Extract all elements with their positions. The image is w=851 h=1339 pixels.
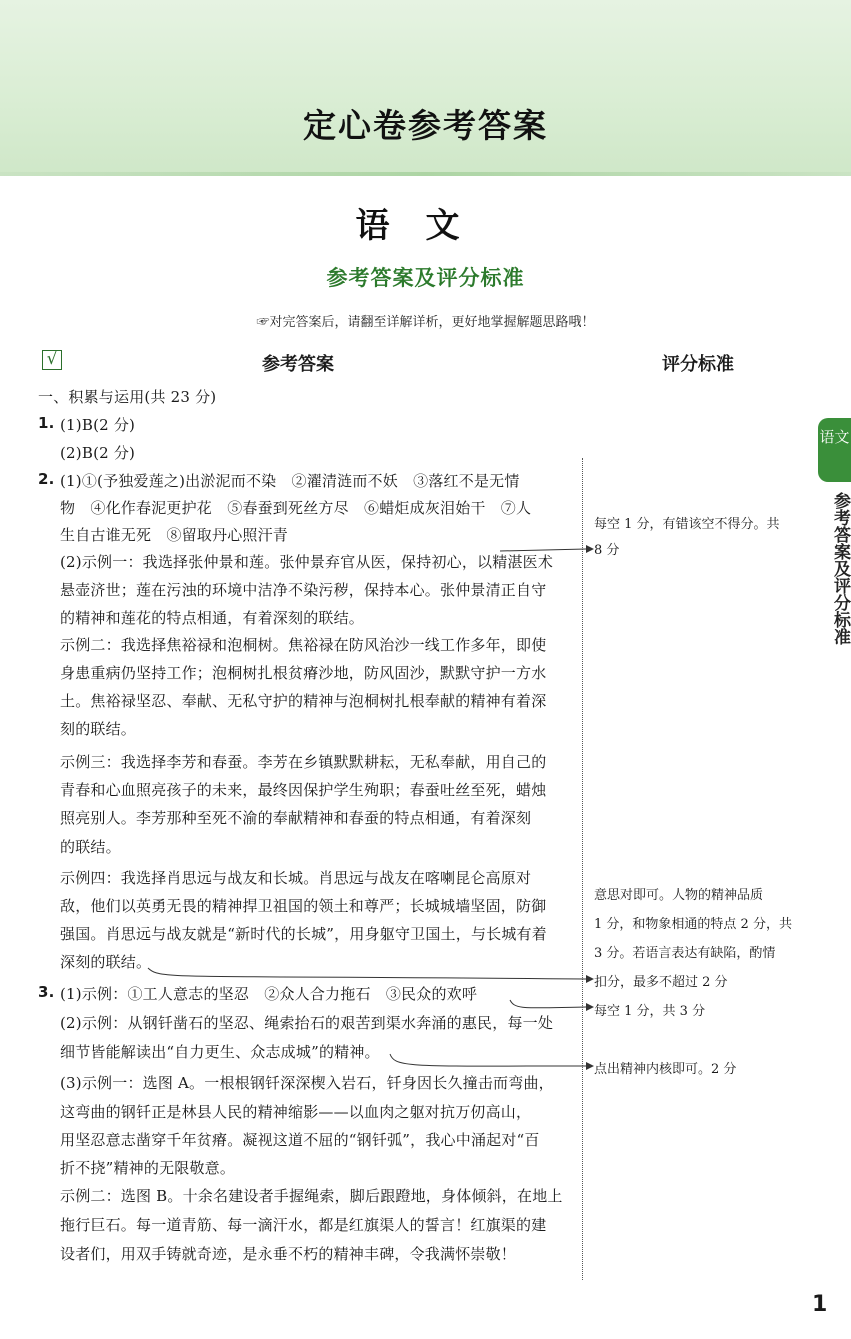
answer-line: 物 ④化作春泥更护花 ⑤春蚕到死丝方尽 ⑥蜡炬成灰泪始干 ⑦人 (60, 499, 532, 517)
answer-line: 生自古谁无死 ⑧留取丹心照汗青 (60, 526, 289, 544)
scoring-note: 扣分，最多不超过 2 分 (594, 975, 728, 990)
answer-line: 青春和心血照亮孩子的未来，最终因保护学生殉职；春蚕吐丝至死，蜡烛 (60, 781, 547, 799)
answer-line: 折不挠”精神的无限敬意。 (60, 1159, 236, 1177)
answer-line: (1)示例：①工人意志的坚忍 ②众人合力拖石 ③民众的欢呼 (60, 985, 478, 1003)
answer-line: 身患重病仍坚持工作；泡桐树扎根贫瘠沙地，防风固沙，默默守护一方水 (60, 664, 547, 682)
arrow-head (586, 1062, 594, 1070)
sub-heading: 参考答案及评分标准 (326, 266, 525, 290)
scoring-note: 1 分，和物象相通的特点 2 分，共 (594, 917, 792, 932)
connector-line (510, 1000, 586, 1008)
answer-line: 用坚忍意志凿穿千年贫瘠。凝视这道不屈的“钢钎弧”，我心中涌起对“百 (60, 1131, 540, 1149)
question-number: 3. (38, 983, 55, 1001)
section-heading: 一、积累与运用(共 23 分) (38, 388, 217, 406)
question-number: 2. (38, 470, 55, 488)
answer-line: 这弯曲的钢钎正是林县人民的精神缩影——以血肉之躯对抗万仞高山， (60, 1103, 532, 1121)
arrow-head (586, 1003, 594, 1011)
arrow-head (586, 975, 594, 983)
answer-line: 敌，他们以英勇无畏的精神捍卫祖国的领土和尊严；长城城墙坚固，防御 (60, 897, 547, 915)
check-icon: √ (42, 350, 62, 370)
subject-title: 语文 (355, 206, 496, 246)
page-title: 定心卷参考答案 (303, 106, 548, 145)
answer-line: 设者们，用双手铸就奇迹，是永垂不朽的精神丰碑，令我满怀崇敬！ (60, 1245, 517, 1263)
scoring-note: 点出精神内核即可。2 分 (594, 1062, 737, 1077)
answer-line: 细节皆能解读出“自力更生、众志成城”的精神。 (60, 1043, 380, 1061)
tip-text: ☞对完答案后，请翻至详解详析，更好地掌握解题思路哦！ (256, 315, 595, 330)
connector-line (148, 968, 586, 979)
answer-line: 强国。肖思远与战友就是“新时代的长城”，用身躯守卫国土，与长城有着 (60, 925, 547, 943)
answer-line: 拖行巨石。每一道青筋、每一滴汗水，都是红旗渠人的誓言！红旗渠的建 (60, 1216, 547, 1234)
connector-line (390, 1054, 586, 1066)
answer-line: 的联结。 (60, 838, 121, 856)
subject-side-tab: 语文 (818, 418, 851, 482)
answer-line: 示例二：我选择焦裕禄和泡桐树。焦裕禄在防风治沙一线工作多年，即使 (60, 636, 547, 654)
answer-line: (1)B(2 分) (60, 416, 136, 434)
answer-line: (1)①(予独爱莲之)出淤泥而不染 ②濯清涟而不妖 ③落红不是无情 (60, 472, 520, 490)
scoring-note: 意思对即可。人物的精神品质 (594, 888, 764, 903)
answer-line: 悬壶济世；莲在污浊的环境中洁净不染污秽，保持本心。张仲景清正自守 (60, 581, 547, 599)
answer-line: 刻的联结。 (60, 720, 137, 738)
scoring-note: 3 分。若语言表达有缺陷，酌情 (594, 946, 776, 961)
answer-line: (2)B(2 分) (60, 444, 136, 462)
connector-line (500, 549, 586, 551)
arrow-head (586, 545, 594, 553)
answer-line: 的精神和莲花的特点相通，有着深刻的联结。 (60, 609, 365, 627)
question-number: 1. (38, 414, 55, 432)
scoring-column-heading: 评分标准 (662, 354, 734, 375)
answer-line: 土。焦裕禄坚忍、奉献、无私守护的精神与泡桐树扎根奉献的精神有着深 (60, 692, 547, 710)
answer-line: (2)示例：从钢钎凿石的坚忍、绳索抬石的艰苦到渠水奔涌的惠民，每一处 (60, 1014, 554, 1032)
answer-line: 照亮别人。李芳那种至死不渝的奉献精神和春蚕的特点相通，有着深刻 (60, 809, 532, 827)
answer-line: 示例四：我选择肖思远与战友和长城。肖思远与战友在喀喇昆仑高原对 (60, 869, 532, 887)
answers-column-heading: 参考答案 (262, 354, 334, 375)
answer-line: (2)示例一：我选择张仲景和莲。张仲景弃官从医，保持初心，以精湛医术 (60, 553, 554, 571)
answer-line: 示例三：我选择李芳和春蚕。李芳在乡镇默默耕耘，无私奉献，用自己的 (60, 753, 547, 771)
scoring-note: 每空 1 分，共 3 分 (594, 1004, 706, 1019)
scoring-note: 每空 1 分，有错该空不得分。共 (594, 517, 780, 532)
scoring-note: 8 分 (594, 543, 620, 558)
answer-line: (3)示例一：选图 A。一根根钢钎深深楔入岩石，钎身因长久撞击而弯曲， (60, 1074, 554, 1092)
answer-line: 示例二：选图 B。十余名建设者手握绳索，脚后跟蹬地，身体倾斜，在地上 (60, 1187, 563, 1205)
page-number: 1 (812, 1292, 828, 1317)
answer-line: 深刻的联结。 (60, 953, 152, 971)
side-vertical-label: 参考答案及评分标准 (830, 492, 850, 645)
